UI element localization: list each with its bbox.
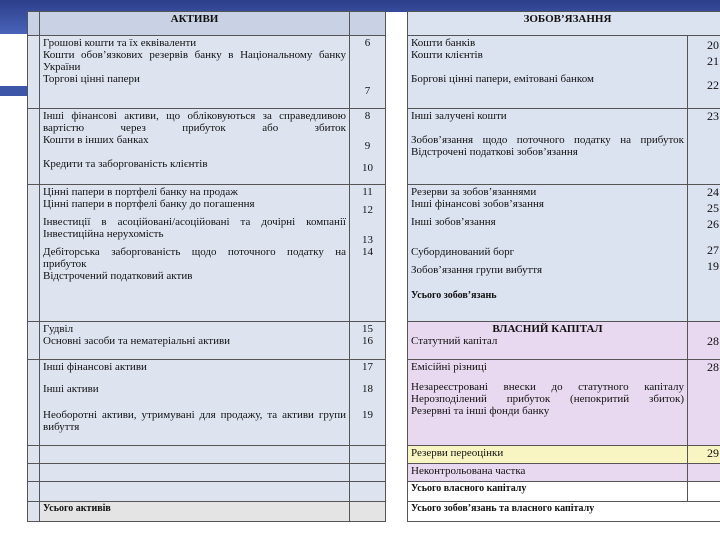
assets-group-2 xyxy=(40,109,350,185)
liability-note: 22 xyxy=(707,79,719,91)
asset-label: Кредити та заборгованість клієнтів xyxy=(43,158,208,170)
asset-label: Цінні папери в портфелі банку на продаж xyxy=(43,186,238,198)
asset-note: 13 xyxy=(362,234,373,246)
liabilities-group-1 xyxy=(408,36,688,109)
asset-note: 8 xyxy=(364,110,371,122)
equity-total: Усього власного капіталу xyxy=(411,483,527,494)
equity-note: 29 xyxy=(707,447,719,459)
asset-label: Кошти в інших банках xyxy=(43,134,149,146)
equity-note: 28 xyxy=(707,361,719,373)
equity-label: Нерозподілений прибуток (непокритий збиток) xyxy=(411,393,684,405)
equity-note: 28 xyxy=(707,335,719,347)
asset-note: 19 xyxy=(362,409,373,421)
liabilities-header: ЗОБОВ’ЯЗАННЯ xyxy=(408,12,720,36)
asset-note: 7 xyxy=(364,85,371,97)
equity-label: Неконтрольована частка xyxy=(411,465,526,477)
liabilities-total: Усього зобов’язань xyxy=(411,290,497,301)
equity-label: Резервні та інші фонди банку xyxy=(411,405,550,417)
assets-group-3 xyxy=(40,185,350,322)
assets-header: АКТИВИ xyxy=(40,12,350,36)
liability-note: 20 xyxy=(707,39,719,51)
asset-note: 12 xyxy=(362,204,373,216)
liability-label: Зобов’язання групи вибуття xyxy=(411,264,543,276)
liability-label: Інші зобов’язання xyxy=(411,216,496,228)
liability-note: 23 xyxy=(707,110,719,122)
asset-label: Цінні папери в портфелі банку до погашення xyxy=(43,198,255,210)
equity-header: ВЛАСНИЙ КАПІТАЛ xyxy=(492,323,603,335)
liability-label: Резерви за зобов’язаннями xyxy=(411,186,537,198)
asset-label: Відстрочений податковий актив xyxy=(43,270,193,282)
asset-label: Гудвіл xyxy=(43,323,74,335)
liability-label: Кошти банків xyxy=(411,37,476,49)
asset-note: 6 xyxy=(364,37,371,49)
equity-label: Статутний капітал xyxy=(411,335,498,347)
asset-label: Інші фінансові активи xyxy=(43,361,147,373)
asset-note: 11 xyxy=(362,186,373,198)
asset-label: Дебіторська заборгованість щодо поточного податку на прибуток xyxy=(43,246,346,270)
asset-note: 18 xyxy=(362,383,373,395)
liability-label: Боргові цінні папери, емітовані банком xyxy=(411,73,594,85)
assets-group-1 xyxy=(40,36,350,109)
balance-sheet-table xyxy=(27,11,720,522)
equity-label: Незареєстровані внески до статутного капіталу xyxy=(411,381,684,393)
liabilities-group-2 xyxy=(408,109,688,185)
asset-note: 17 xyxy=(362,361,373,373)
liability-note: 27 xyxy=(707,244,719,256)
liability-label: Інші залучені кошти xyxy=(411,110,507,122)
equity-row-revaluation xyxy=(408,446,688,464)
asset-label: Інвестиції в асоційовані/асоційовані та дочірні компанії xyxy=(43,216,346,228)
equity-label: Резерви переоцінки xyxy=(411,447,504,459)
assets-group-5 xyxy=(40,360,350,446)
liability-note: 26 xyxy=(707,218,719,230)
asset-note: 9 xyxy=(364,140,371,152)
asset-label: Кошти обов’язкових резервів банку в Національному банку України xyxy=(43,49,346,73)
grand-total: Усього зобов’язань та власного капіталу xyxy=(411,503,595,514)
asset-note: 10 xyxy=(362,162,373,174)
liability-label: Субординований борг xyxy=(411,246,515,258)
liability-label: Відстрочені податкові зобов’язання xyxy=(411,146,578,158)
asset-label: Інші активи xyxy=(43,383,99,395)
liability-label: Зобов’язання щодо поточного податку на прибуток xyxy=(411,134,684,146)
asset-label: Торгові цінні папери xyxy=(43,73,140,85)
asset-label: Необоротні активи, утримувані для продажу, та активи групи вибуття xyxy=(43,409,346,433)
equity-label: Емісійні різниці xyxy=(411,361,487,373)
liability-label: Кошти клієнтів xyxy=(411,49,483,61)
liability-label: Інші фінансові зобов’язання xyxy=(411,198,544,210)
liability-note: 19 xyxy=(707,260,719,272)
liability-note: 21 xyxy=(707,55,719,67)
asset-note: 16 xyxy=(362,335,373,347)
asset-label: Грошові кошти та їх еквіваленти xyxy=(43,37,197,49)
asset-note: 14 xyxy=(362,246,373,258)
asset-label: Інші фінансові активи, що обліковуються за справедливою вартістю через прибуток або збиток xyxy=(43,110,346,134)
assets-total: Усього активів xyxy=(43,503,111,514)
liability-note: 25 xyxy=(707,202,719,214)
liability-note: 24 xyxy=(707,186,719,198)
liabilities-group-3 xyxy=(408,185,688,322)
asset-note: 15 xyxy=(362,323,373,335)
equity-group-1 xyxy=(408,360,688,446)
assets-group-4 xyxy=(40,322,350,360)
asset-label: Основні засоби та нематеріальні активи xyxy=(43,335,231,347)
asset-label: Інвестиційна нерухомість xyxy=(43,228,164,240)
